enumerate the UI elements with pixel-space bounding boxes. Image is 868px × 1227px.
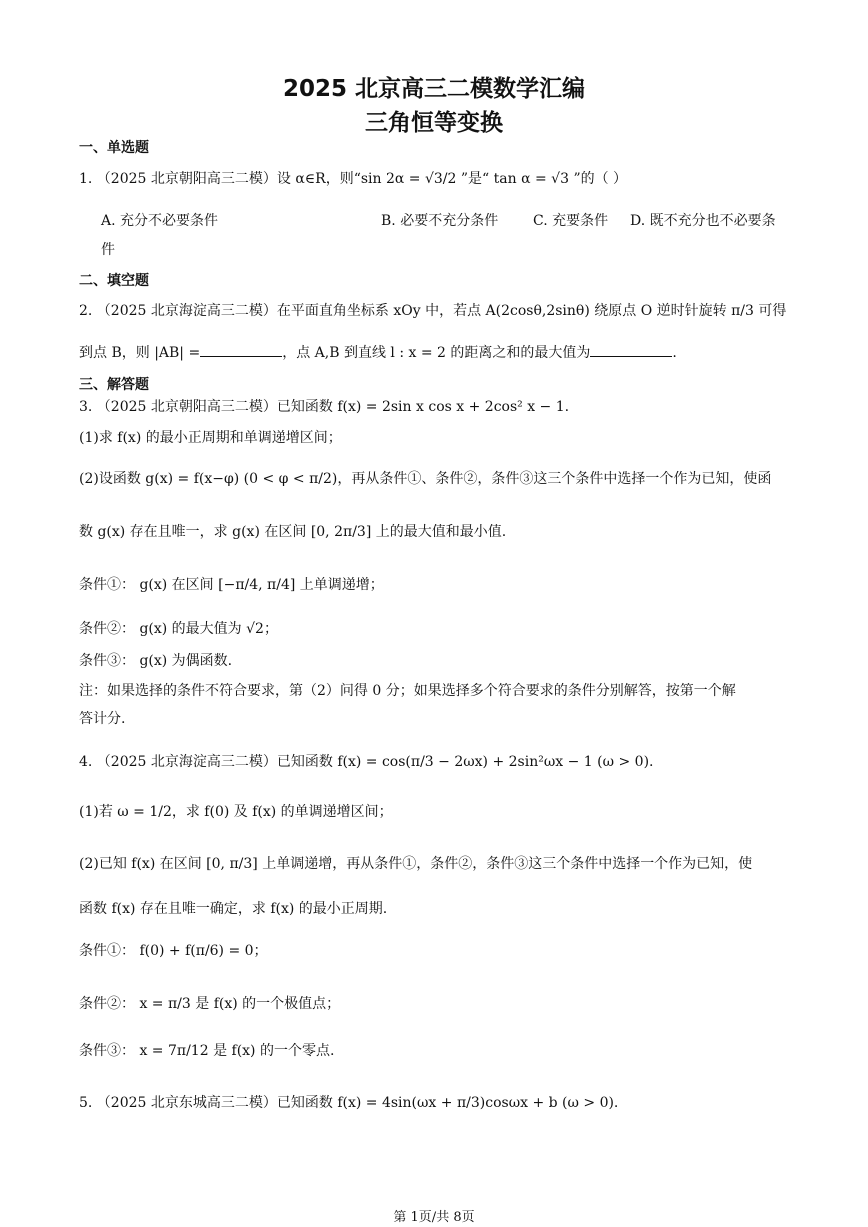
question-2-text-a: 到点 B，则 |AB| = [79, 345, 201, 361]
section-heading-single-choice: 一、单选题 [79, 140, 149, 156]
answer-blank-1[interactable] [200, 344, 282, 357]
question-1-option-a: A. 充分不必要条件 [101, 213, 219, 229]
question-3-note-line-1: 注：如果选择的条件不符合要求，第（2）问得 0 分；如果选择多个符合要求的条件分别解答，按第一个解 [79, 683, 736, 699]
question-3-part-1: (1)求 f(x) 的最小正周期和单调递增区间； [79, 430, 342, 446]
section-heading-fill-in: 二、填空题 [79, 273, 149, 289]
question-3-condition-1: 条件①： g(x) 在区间 [−π/4, π/4] 上单调递增； [79, 577, 384, 593]
question-3-part-2-line-1: (2)设函数 g(x) = f(x−φ) (0 < φ < π/2)，再从条件①、条件②，条件③这三个条件中选择一个作为已知，使函 [79, 471, 772, 487]
question-3-condition-3: 条件③： g(x) 为偶函数. [79, 653, 233, 669]
question-2-text-c: . [672, 345, 677, 361]
question-4-part-1: (1)若 ω = 1/2，求 f(0) 及 f(x) 的单调递增区间； [79, 804, 393, 820]
question-4-part-2-line-2: 函数 f(x) 存在且唯一确定，求 f(x) 的最小正周期. [79, 901, 388, 917]
question-3-note-line-2: 答计分. [79, 711, 126, 727]
question-4-part-2-line-1: (2)已知 f(x) 在区间 [0, π/3] 上单调递增，再从条件①，条件②，条件③这三个条件中选择一个作为已知，使 [79, 856, 753, 872]
question-2-line-2 [79, 342, 677, 362]
question-3-part-2-line-2: 数 g(x) 存在且唯一，求 g(x) 在区间 [0, 2π/3] 上的最大值和最小值. [79, 524, 507, 540]
question-4-condition-3: 条件③： x = 7π/12 是 f(x) 的一个零点. [79, 1043, 335, 1059]
question-4-stem: 4. （2025 北京海淀高三二模）已知函数 f(x) = cos(π/3 − 2ωx) + 2sin²ωx − 1 (ω > 0). [79, 754, 654, 770]
question-1-option-d-tail: 件 [101, 242, 115, 258]
question-1-option-d: D. 既不充分也不必要条 [630, 213, 776, 229]
question-1-option-c: C. 充要条件 [533, 213, 609, 229]
question-3-condition-2: 条件②： g(x) 的最大值为 √2； [79, 621, 278, 637]
question-2-text-b: ，点 A,B 到直线 l : x = 2 的距离之和的最大值为 [282, 345, 591, 361]
question-1-option-b: B. 必要不充分条件 [381, 213, 499, 229]
section-heading-solutions: 三、解答题 [79, 377, 149, 393]
question-4-condition-2: 条件②： x = π/3 是 f(x) 的一个极值点； [79, 996, 341, 1012]
answer-blank-2[interactable] [590, 344, 672, 357]
question-5-stem: 5. （2025 北京东城高三二模）已知函数 f(x) = 4sin(ωx + π/3)cosωx + b (ω > 0). [79, 1095, 619, 1111]
question-3-stem: 3. （2025 北京朝阳高三二模）已知函数 f(x) = 2sin x cos x + 2cos² x − 1. [79, 399, 570, 415]
question-2-line-1: 2. （2025 北京海淀高三二模）在平面直角坐标系 xOy 中，若点 A(2cosθ,2sinθ) 绕原点 O 逆时针旋转 π/3 可得 [79, 303, 787, 319]
question-1-stem: 1. （2025 北京朝阳高三二模）设 α∈R，则“sin 2α = √3/2 ”是“ tan α = √3 ”的（ ） [79, 171, 628, 187]
document-subtitle: 三角恒等变换 [365, 110, 503, 136]
page-footer: 第 1页/共 8页 [393, 1210, 475, 1225]
question-4-condition-1: 条件①： f(0) + f(π/6) = 0； [79, 943, 268, 959]
document-title: 2025 北京高三二模数学汇编 [282, 76, 586, 102]
